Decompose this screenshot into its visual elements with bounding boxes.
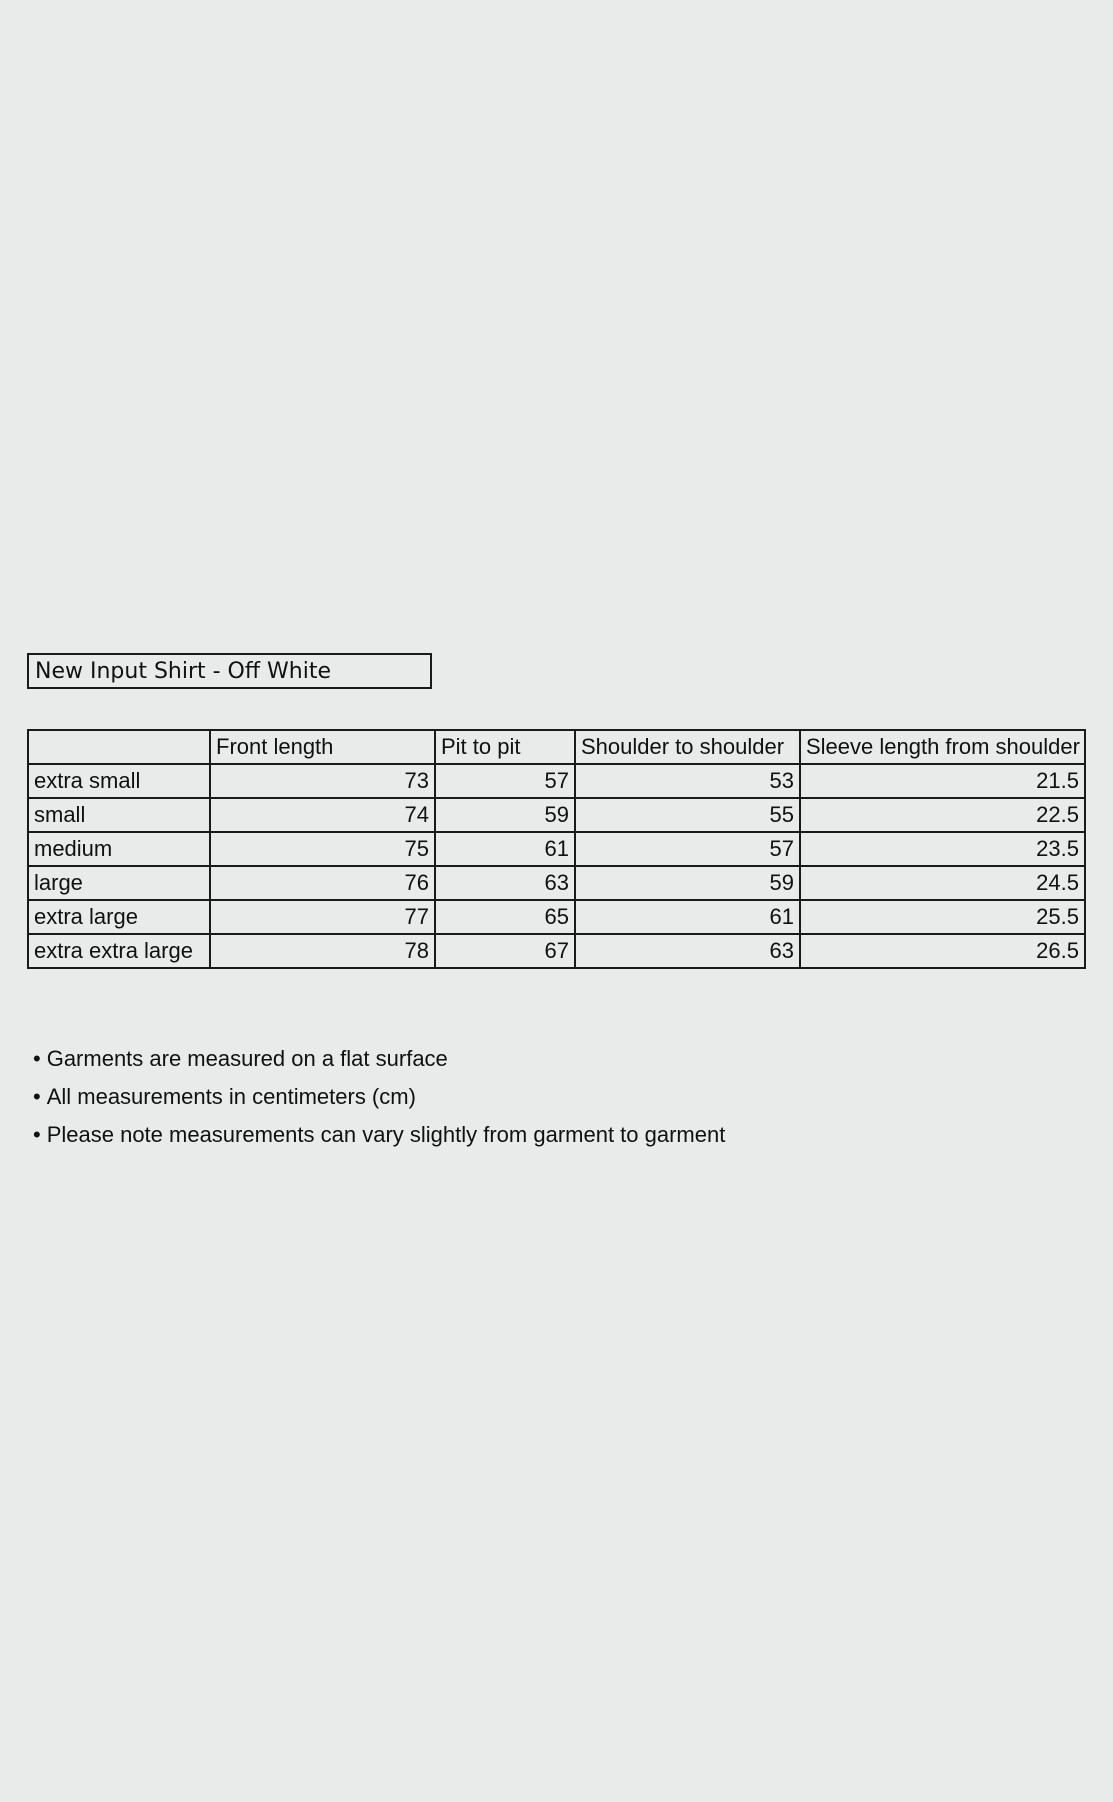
- size-label: medium: [28, 832, 210, 866]
- table-row: [28, 832, 1085, 866]
- table-cell: 25.5: [800, 900, 1085, 934]
- table-cell: 61: [435, 832, 575, 866]
- table-cell: 59: [575, 866, 800, 900]
- size-label: extra small: [28, 764, 210, 798]
- table-cell: 74: [210, 798, 435, 832]
- table-cell: 24.5: [800, 866, 1085, 900]
- table-cell: 73: [210, 764, 435, 798]
- size-label: extra extra large: [28, 934, 210, 968]
- table-row: [28, 764, 1085, 798]
- table-row: [28, 900, 1085, 934]
- table-row: [28, 866, 1085, 900]
- table-cell: 57: [575, 832, 800, 866]
- table-cell: 22.5: [800, 798, 1085, 832]
- header-cell: Front length: [210, 730, 435, 764]
- table-cell: 21.5: [800, 764, 1085, 798]
- note-item: • Garments are measured on a flat surface: [33, 1040, 725, 1078]
- table-cell: 26.5: [800, 934, 1085, 968]
- size-label: extra large: [28, 900, 210, 934]
- size-label: small: [28, 798, 210, 832]
- header-cell: Sleeve length from shoulder: [800, 730, 1085, 764]
- note-item: • All measurements in centimeters (cm): [33, 1078, 725, 1116]
- header-row: [28, 730, 1085, 764]
- table-cell: 63: [435, 866, 575, 900]
- size-label: large: [28, 866, 210, 900]
- header-cell: Pit to pit: [435, 730, 575, 764]
- header-cell: Shoulder to shoulder: [575, 730, 800, 764]
- table-cell: 76: [210, 866, 435, 900]
- table-row: [28, 798, 1085, 832]
- table-cell: 53: [575, 764, 800, 798]
- table-cell: 59: [435, 798, 575, 832]
- note-item: • Please note measurements can vary slightly from garment to garment: [33, 1116, 725, 1154]
- measurement-notes: [33, 1040, 725, 1154]
- table-row: [28, 934, 1085, 968]
- chart-title: New Input Shirt - Off White: [27, 653, 432, 689]
- table-cell: 63: [575, 934, 800, 968]
- table-cell: 77: [210, 900, 435, 934]
- table-cell: 65: [435, 900, 575, 934]
- size-chart-table: [27, 729, 1086, 969]
- table-cell: 23.5: [800, 832, 1085, 866]
- table-cell: 67: [435, 934, 575, 968]
- header-cell: [28, 730, 210, 764]
- table-cell: 61: [575, 900, 800, 934]
- table-cell: 78: [210, 934, 435, 968]
- table-cell: 55: [575, 798, 800, 832]
- table-cell: 75: [210, 832, 435, 866]
- table-cell: 57: [435, 764, 575, 798]
